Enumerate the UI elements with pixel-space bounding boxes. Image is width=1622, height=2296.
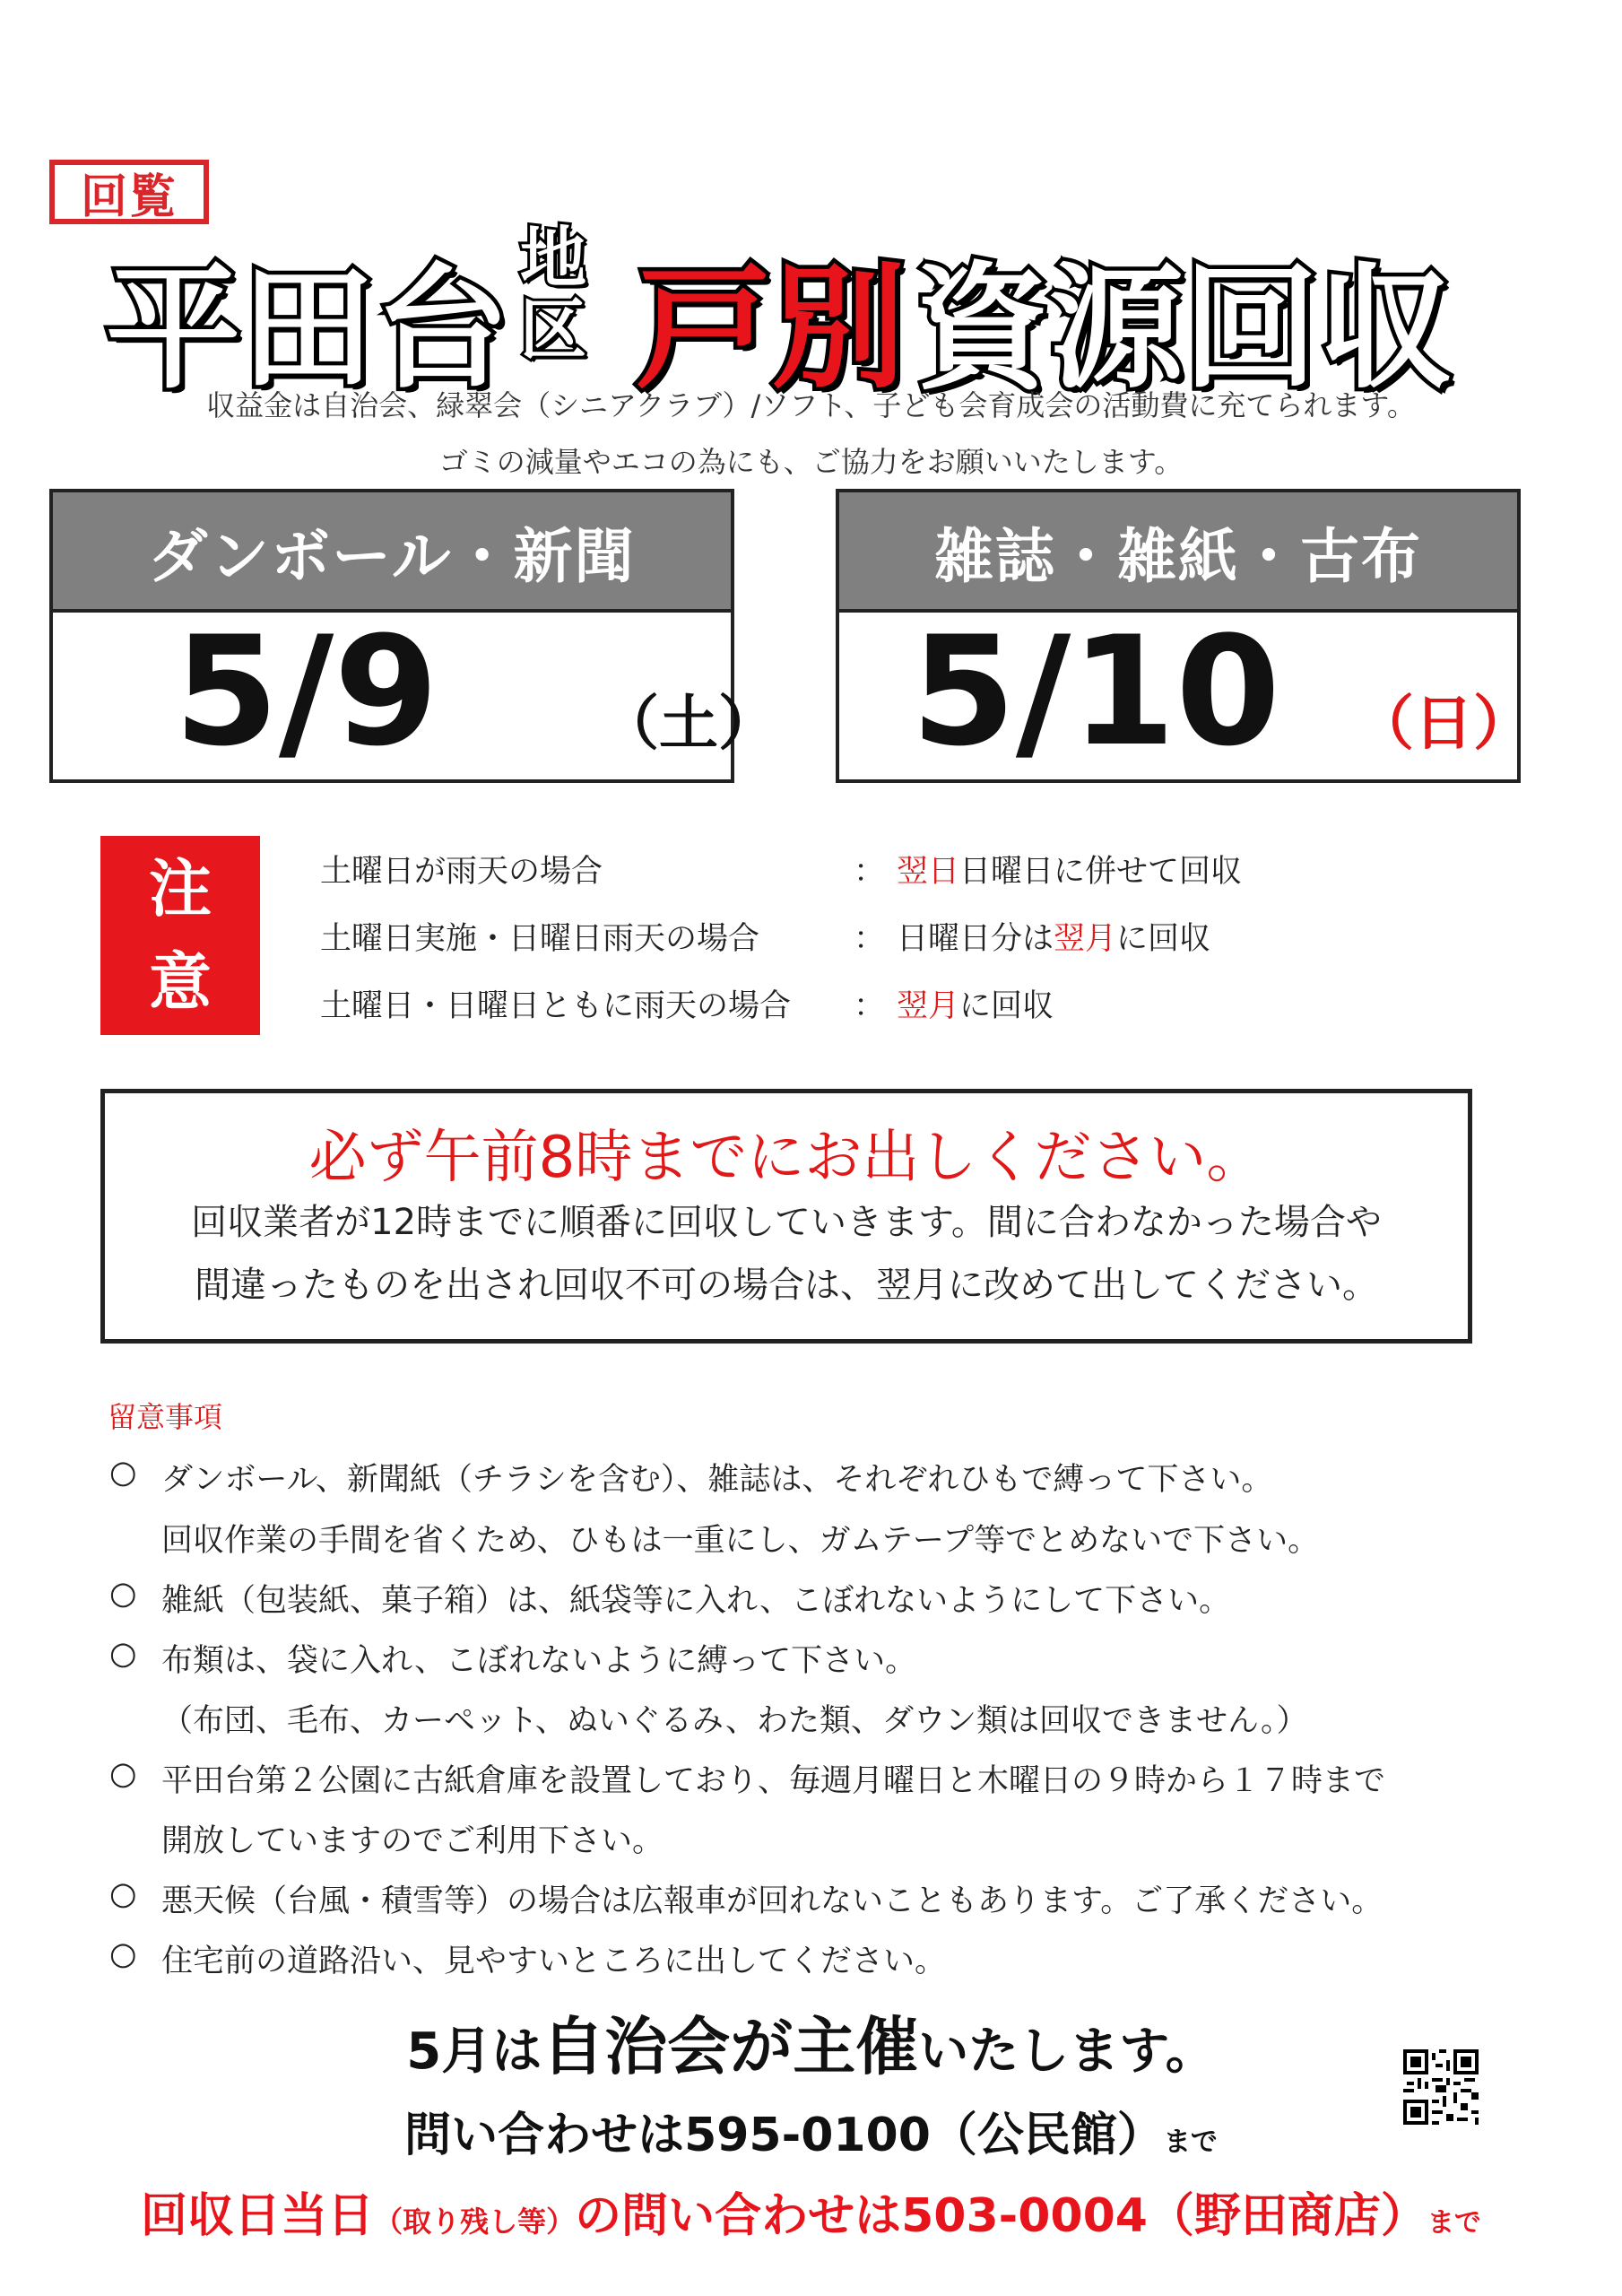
footer-day-contact: 回収日当日（取り残し等）の問い合わせは503-0004（野田商店）まで xyxy=(141,2189,1481,2243)
collection-category: 雑誌・雑紙・古布 xyxy=(839,492,1517,613)
qr-code-icon[interactable] xyxy=(1403,2049,1479,2125)
caution-condition: 土曜日・日曜日ともに雨天の場合 xyxy=(320,988,792,1024)
note-item: 雑紙（包装紙、菓子箱）は、紙袋等に入れ、こぼれないようにして下さい。 xyxy=(161,1583,1231,1619)
collection-category: ダンボール・新聞 xyxy=(53,492,731,613)
deadline-line-2: 間違ったものを出され回収不可の場合は、翌月に改めて出してください。 xyxy=(195,1265,1378,1306)
deadline-box xyxy=(100,1089,1472,1344)
note-item: 布類は、袋に入れ、こぼれないように縛って下さい。 xyxy=(161,1643,917,1679)
caution-result: 翌月に回収 xyxy=(897,988,1054,1024)
caution-result: 翌日日曜日に併せて回収 xyxy=(897,854,1243,890)
title-district-bottom: 区 xyxy=(520,291,586,369)
caution-char-1: 注 xyxy=(149,852,212,926)
collection-date: 5/10 xyxy=(911,604,1281,779)
note-item: 住宅前の道路沿い、見やすいところに出してください。 xyxy=(161,1944,947,1979)
note-item: 平田台第２公園に古紙倉庫を設置しており、毎週月曜日と木曜日の９時から１７時まで xyxy=(161,1763,1386,1799)
note-item: 悪天候（台風・積雪等）の場合は広報車が回れないこともあります。ご了承ください。 xyxy=(161,1883,1383,1919)
intro-line-2: ゴミの減量やエコの為にも、ご協力をお願いいたします。 xyxy=(438,445,1184,479)
title-door-to-door: 戸別 xyxy=(637,251,906,407)
title-area-name: 平田台 xyxy=(106,251,510,407)
collection-day: （土） xyxy=(600,689,777,758)
circulation-stamp: 回覧 xyxy=(49,160,209,224)
note-item: ダンボール、新聞紙（チラシを含む）、雑誌は、それぞれひもで縛って下さい。 xyxy=(161,1462,1273,1498)
caution-char-2: 意 xyxy=(149,945,212,1019)
collection-box-magazines xyxy=(836,489,1532,783)
title-resource-collection: 資源回収 xyxy=(915,251,1453,407)
intro-line-1: 収益金は自治会、緑翠会（シニアクラブ）/ソフト、子ども会育成会の活動費に充てられます。 xyxy=(206,388,1416,422)
deadline-heading: 必ず午前8時までにお出しください。 xyxy=(308,1125,1264,1191)
footer-organizer: 5月は自治会が主催いたします。 xyxy=(406,2010,1216,2083)
caution-separator: ： xyxy=(854,921,886,957)
caution-separator: ： xyxy=(854,854,886,890)
caution-condition: 土曜日が雨天の場合 xyxy=(320,854,603,890)
title-district-top: 地 xyxy=(520,220,586,297)
note-bullet: ○ xyxy=(109,1756,137,1792)
note-item-cont: 回収作業の手間を省くため、ひもは一重にし、ガムテープ等でとめないで下さい。 xyxy=(161,1523,1320,1559)
notes-title: 留意事項 xyxy=(108,1400,223,1434)
collection-box-cardboard xyxy=(49,489,777,783)
note-bullet: ○ xyxy=(109,1636,137,1672)
footer-contact: 問い合わせは595-0100（公民館）まで xyxy=(404,2109,1218,2162)
note-bullet: ○ xyxy=(109,1576,137,1612)
caution-result: 日曜日分は翌月に回収 xyxy=(897,921,1211,957)
note-item-cont: （布団、毛布、カーペット、ぬいぐるみ、わた類、ダウン類は回収できません。） xyxy=(161,1703,1308,1739)
deadline-line-1: 回収業者が12時までに順番に回収していきます。間に合わなかった場合や xyxy=(191,1202,1382,1243)
caution-condition: 土曜日実施・日曜日雨天の場合 xyxy=(320,921,760,957)
note-bullet: ○ xyxy=(109,1455,137,1491)
note-item-cont: 開放していますのでご利用下さい。 xyxy=(161,1823,664,1859)
collection-day: （日） xyxy=(1355,689,1532,758)
note-bullet: ○ xyxy=(109,1876,137,1912)
caution-separator: ： xyxy=(854,988,886,1024)
collection-date: 5/9 xyxy=(174,604,439,779)
caution-label xyxy=(100,836,260,1035)
note-bullet: ○ xyxy=(109,1936,137,1972)
